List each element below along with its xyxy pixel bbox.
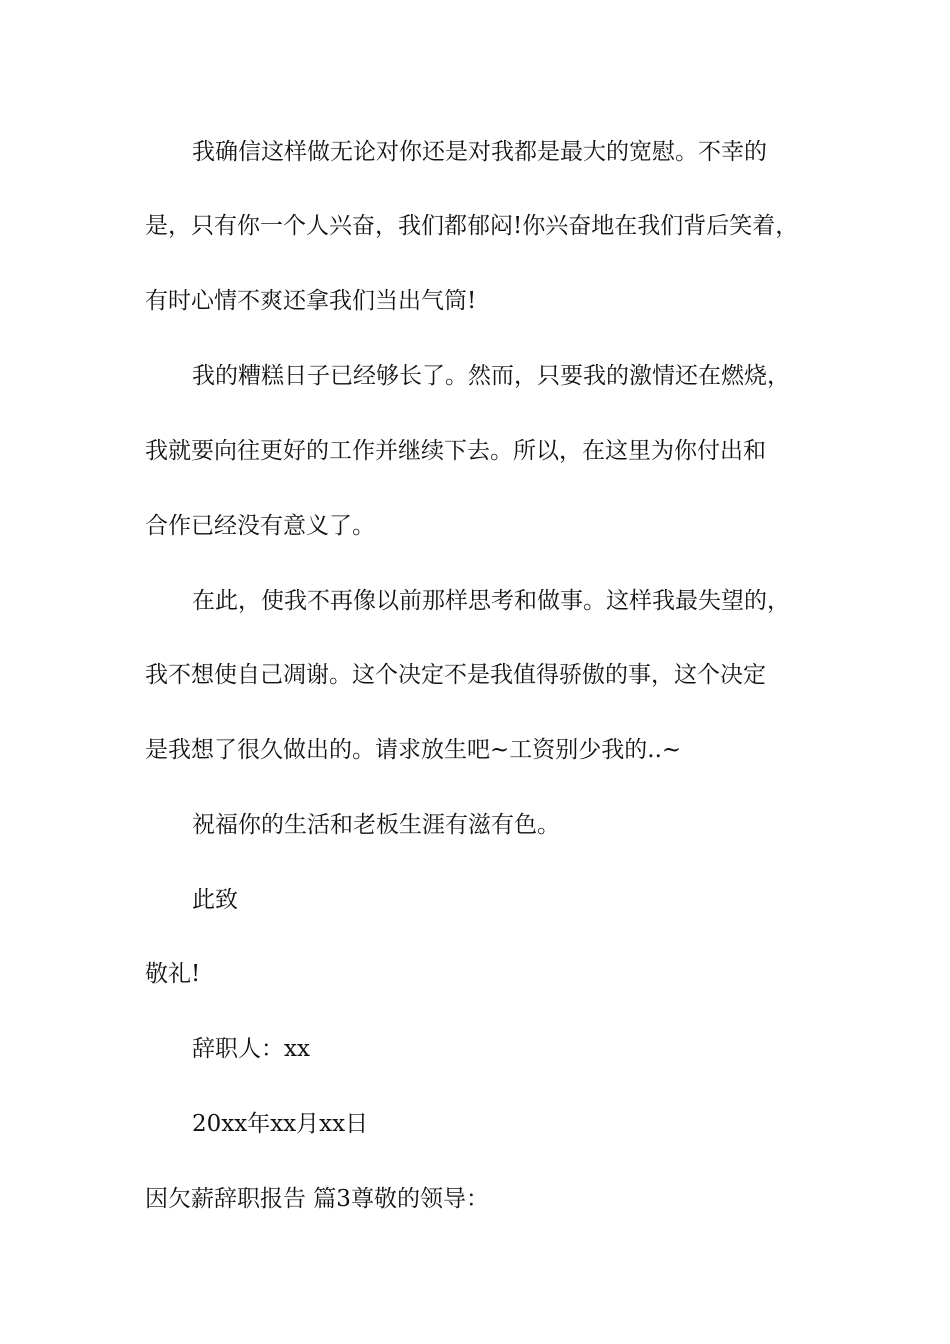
paragraph-3-line-2: 我不想使自己凋谢。这个决定不是我值得骄傲的事，这个决定 <box>145 662 766 688</box>
paragraph-1-line-1: 我确信这样做无论对你还是对我都是最大的宽慰。不幸的 <box>192 139 767 165</box>
date-line: 20xx年xx月xx日 <box>192 1111 369 1137</box>
blessing-line: 祝福你的生活和老板生涯有滋有色。 <box>192 812 560 838</box>
paragraph-1-line-2: 是，只有你一个人兴奋，我们都郁闷!你兴奋地在我们背后笑着， <box>145 213 799 239</box>
paragraph-2-line-2: 我就要向往更好的工作并继续下去。所以，在这里为你付出和 <box>145 438 766 464</box>
paragraph-2-line-1: 我的糟糕日子已经够长了。然而，只要我的激情还在燃烧， <box>192 363 790 389</box>
signer-line: 辞职人：xx <box>192 1036 310 1062</box>
next-section-heading: 因欠薪辞职报告 篇3尊敬的领导： <box>145 1186 489 1212</box>
paragraph-1-line-3: 有时心情不爽还拿我们当出气筒! <box>145 288 477 314</box>
paragraph-3-line-1: 在此，使我不再像以前那样思考和做事。这样我最失望的， <box>192 588 790 614</box>
closing-salutation: 此致 <box>192 887 238 913</box>
closing-respect: 敬礼! <box>145 961 201 987</box>
paragraph-2-line-3: 合作已经没有意义了。 <box>145 513 375 539</box>
paragraph-3-line-3: 是我想了很久做出的。请求放生吧~工资别少我的..~ <box>145 737 682 763</box>
